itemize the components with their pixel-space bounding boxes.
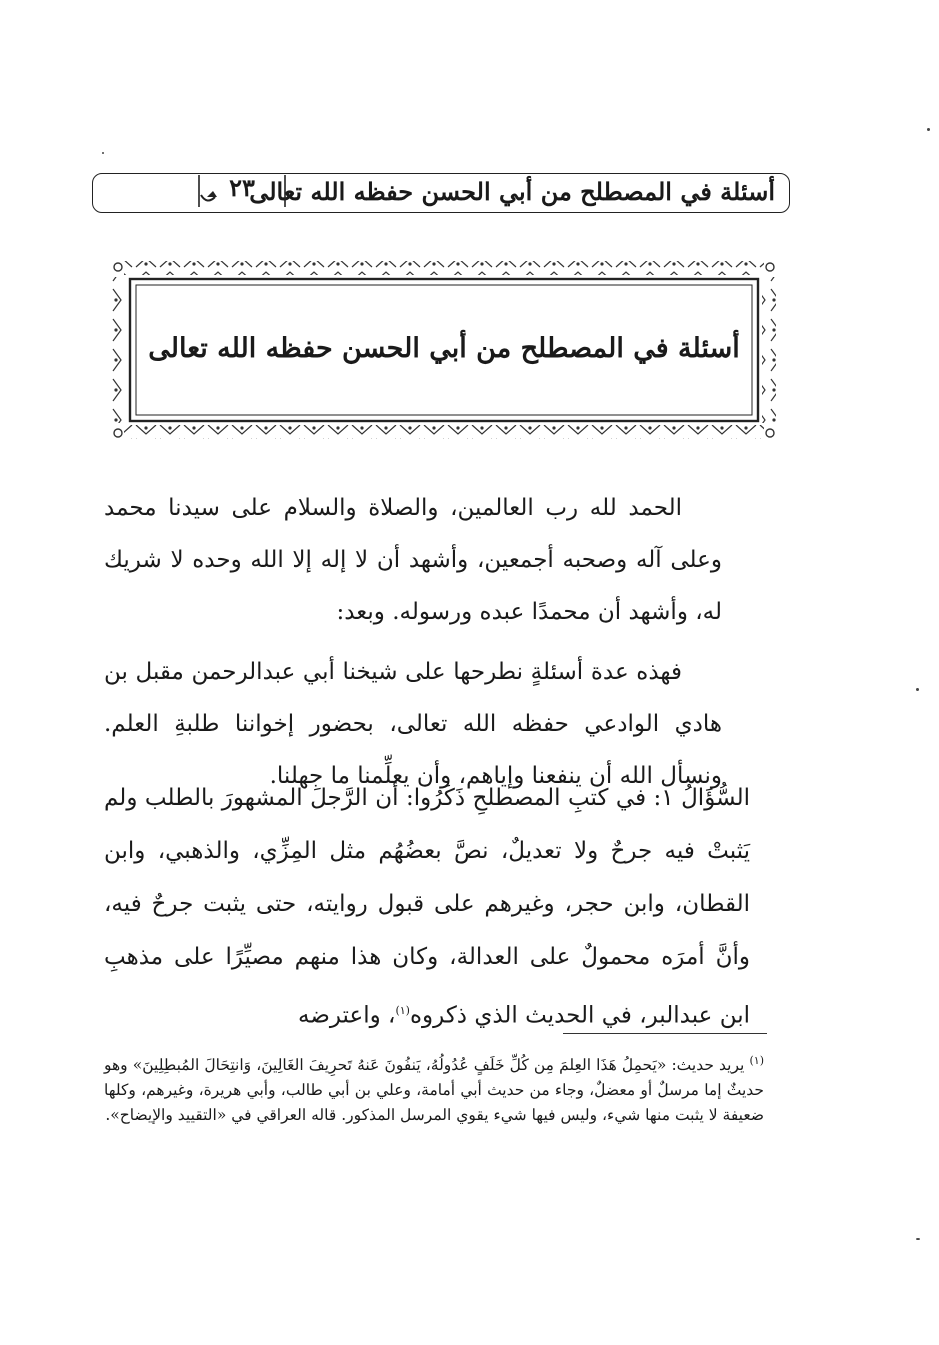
- question-label: السُّؤَالُ ١:: [653, 785, 750, 811]
- body-text: [104, 482, 722, 810]
- question-text: في كتبِ المصطلحِ ذَكَرُوا: أن الرَّجلَ المشهورَ بالطلب ولم يَثبتْ فيه جرحٌ ولا تعديلٌ، نصَّ بعضُهُم مثل المِزِّي، والذهبي، وابن القطان، وابن حجر، وغيرهم على قبول روايته، حتى يثبت جرحٌ فيه، وأنَّ أمرَه محمولٌ على العدالة، وكان هذا منهم مصيِّرًا على مذهبِ ابن عبدالبر، في الحديث الذي ذكروه: [104, 785, 750, 1029]
- footnote-reference: (١): [395, 1004, 410, 1017]
- running-header: [92, 173, 790, 213]
- footnote-marker: (١): [749, 1054, 764, 1067]
- scan-speck: [916, 1238, 920, 1240]
- footnote-text: يريد حديث: «يَحمِلُ هَذَا العِلمَ مِن كُلِّ خَلَفٍ عُدُولُهُ، يَنفُونَ عَنهُ تَحرِيفَ الغَالِينَ، وَانتِحَالَ المُبطِلِينَ» وهو حديثٌ إما مرسلٌ أو معضلٌ، وجاء من حديث أبي أمامة، وعلي بن أبي طالب، وأبي هريرة، وغيرهم، وكلها ضعيفة لا يثبت منها شيء، وليس فيها شيء يقوي المرسل المذكور. قاله العراقي في «التقييد والإيضاح».: [104, 1056, 764, 1125]
- scan-speck: [927, 128, 930, 131]
- running-header-title: أسئلة في المصطلح من أبي الحسن حفظه الله تعالى: [249, 177, 775, 206]
- page-number-box: [193, 171, 291, 211]
- title-frame: [110, 255, 778, 445]
- paragraph-intro: الحمد لله رب العالمين، والصلاة والسلام على سيدنا محمد وعلى آله وصحبه أجمعين، وأشهد أن لا إله إلا الله وحده لا شريك له، وأشهد أن محمدًا عبده ورسوله. وبعد:: [104, 495, 722, 625]
- scan-speck: [916, 688, 919, 691]
- scan-speck: [102, 152, 104, 154]
- footnote-separator: [563, 1033, 767, 1034]
- footnote: [104, 1048, 764, 1128]
- paragraph-purpose: فهذه عدة أسئلةٍ نطرحها على شيخنا أبي عبدالرحمن مقبل بن هادي الوادعي حفظه الله تعالى، بحضور إخواننا طلبةِ العلم. ونسأل الله أن ينفعنا وإياهم، وأن يعلِّمنا ما جهلنا.: [104, 659, 722, 789]
- page-number: ٢٣: [229, 173, 255, 202]
- question-text-end: ، واعترضه: [298, 1002, 396, 1029]
- frame-title: أسئلة في المصطلح من أبي الحسن حفظه الله تعالى: [148, 333, 740, 364]
- question-1: [104, 772, 750, 1043]
